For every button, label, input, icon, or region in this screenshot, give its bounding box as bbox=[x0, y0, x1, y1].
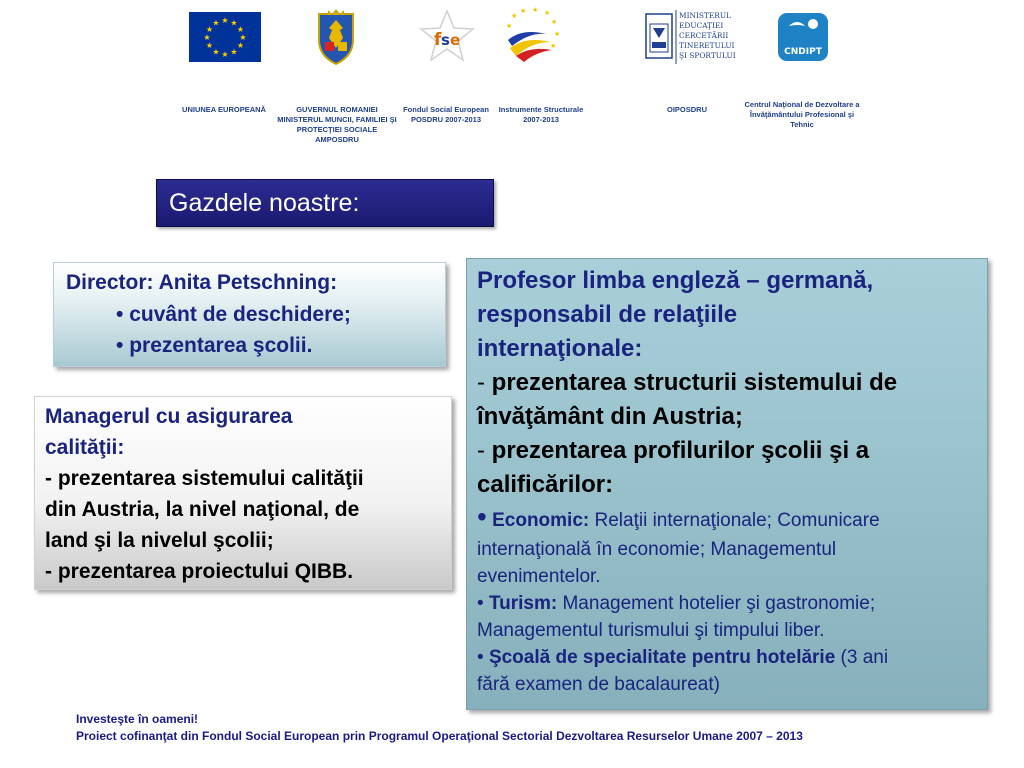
professor-box bbox=[466, 258, 988, 710]
footer-slogan: Investeşte în oameni! bbox=[76, 712, 199, 726]
professor-heading: Profesor limba engleză – germană, bbox=[477, 267, 874, 294]
director-box bbox=[53, 262, 446, 367]
spec-economic-cont: internaţională în economie; Managementul bbox=[477, 539, 837, 560]
svg-text:★: ★ bbox=[236, 41, 245, 50]
spec-economic: • Economic: Relaţii internaţionale; Comunicare bbox=[477, 501, 880, 532]
svg-text:MINISTERUL: MINISTERUL bbox=[679, 11, 731, 20]
svg-text:TINERETULUI: TINERETULUI bbox=[679, 41, 735, 50]
svg-text:CNDIPT: CNDIPT bbox=[784, 47, 822, 57]
manager-line: - prezentarea sistemului calităţii bbox=[45, 467, 364, 490]
eu-flag-logo bbox=[189, 12, 261, 62]
svg-text:★: ★ bbox=[551, 18, 558, 26]
svg-text:★: ★ bbox=[212, 18, 220, 28]
caption-government: GUVERNUL ROMANIEI MINISTERUL MUNCII, FAMILIEI ŞI PROTECŢIEI SOCIALE AMPOSDRU bbox=[277, 105, 397, 144]
svg-text:f: f bbox=[434, 30, 442, 50]
svg-text:★: ★ bbox=[205, 25, 214, 34]
svg-text:★: ★ bbox=[239, 33, 247, 42]
ministry-education-logo bbox=[642, 8, 738, 66]
romania-coat-of-arms-logo bbox=[313, 8, 359, 66]
svg-text:★: ★ bbox=[544, 9, 551, 17]
svg-text:★: ★ bbox=[230, 47, 238, 57]
svg-text:EDUCAŢIEI: EDUCAŢIEI bbox=[679, 21, 724, 30]
caption-instrumente: Instrumente Structurale 2007-2013 bbox=[498, 105, 584, 124]
footer-project-note: Proiect cofinanţat din Fondul Social European prin Programul Operaţional Sectorial Dezvoltarea Resurselor Umane 2007 – 2013 bbox=[76, 729, 803, 743]
instrumente-structurale-logo bbox=[502, 6, 564, 66]
svg-text:★: ★ bbox=[205, 41, 214, 50]
director-item: • prezentarea şcolii. bbox=[116, 334, 313, 357]
caption-oiposdru: OIPOSDRU bbox=[666, 105, 707, 114]
manager-line: - prezentarea proiectului QIBB. bbox=[45, 560, 354, 583]
manager-line: din Austria, la nivel naţional, de bbox=[45, 498, 360, 521]
manager-heading: calităţii: bbox=[45, 436, 125, 459]
svg-text:★: ★ bbox=[532, 6, 539, 14]
manager-line: land şi la nivelul şcolii; bbox=[45, 529, 274, 552]
fse-logo bbox=[418, 8, 476, 64]
svg-text:★: ★ bbox=[236, 25, 245, 34]
svg-text:s: s bbox=[441, 31, 450, 49]
svg-text:★: ★ bbox=[203, 33, 211, 42]
manager-heading: Managerul cu asigurarea bbox=[45, 405, 293, 428]
svg-text:e: e bbox=[450, 31, 461, 49]
svg-text:★: ★ bbox=[511, 12, 518, 20]
professor-item: - prezentarea profilurilor şcolii şi a bbox=[477, 437, 870, 464]
spec-economic-cont: evenimentelor. bbox=[477, 566, 601, 587]
svg-text:★: ★ bbox=[554, 30, 561, 38]
professor-item: - prezentarea structurii sistemului de bbox=[477, 369, 898, 396]
svg-text:★: ★ bbox=[520, 7, 527, 15]
svg-text:CERCETĂRII: CERCETĂRII bbox=[679, 31, 729, 40]
svg-text:★: ★ bbox=[221, 16, 229, 25]
manager-box bbox=[34, 396, 452, 590]
spec-hotel-school: • Şcoală de specialitate pentru hotelărie (3 ani bbox=[477, 647, 889, 668]
caption-cndipt: Centrul Naţional de Dezvoltare a Învăţământului Profesional şi Tehnic bbox=[744, 100, 860, 129]
caption-fse: Fondul Social European POSDRU 2007-2013 bbox=[403, 105, 489, 124]
professor-heading: responsabil de relaţiile bbox=[477, 301, 738, 328]
title-banner bbox=[156, 179, 494, 227]
professor-heading: internaţionale: bbox=[477, 335, 643, 362]
spec-hotel-school-cont: fără examen de bacalaureat) bbox=[477, 674, 720, 695]
svg-text:★: ★ bbox=[212, 47, 220, 57]
page-title: Gazdele noastre: bbox=[169, 189, 360, 217]
svg-text:★: ★ bbox=[230, 18, 238, 28]
director-heading: Director: Anita Petschning: bbox=[66, 271, 338, 294]
spec-turism: • Turism: Management hotelier şi gastronomie; bbox=[477, 593, 876, 614]
svg-text:ŞI SPORTULUI: ŞI SPORTULUI bbox=[679, 51, 736, 60]
professor-item-cont: învăţământ din Austria; bbox=[477, 403, 743, 430]
spec-turism-cont: Managementul turismului şi timpului liber. bbox=[477, 620, 825, 641]
caption-eu: UNIUNEA EUROPEANĂ bbox=[182, 105, 266, 114]
professor-item-cont: calificărilor: bbox=[477, 471, 614, 498]
cndipt-logo bbox=[777, 12, 829, 62]
director-item: • cuvânt de deschidere; bbox=[116, 303, 351, 326]
svg-text:★: ★ bbox=[550, 42, 557, 50]
svg-text:★: ★ bbox=[506, 22, 513, 30]
svg-text:★: ★ bbox=[221, 50, 229, 59]
